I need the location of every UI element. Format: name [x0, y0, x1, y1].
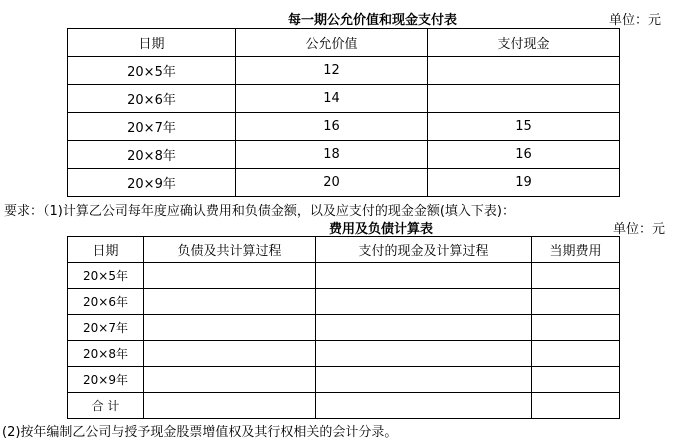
requirement-2-text: (2)按年编制乙公司与授予现金股票增值权及其行权相关的会计分录。: [2, 425, 398, 440]
table-row: [68, 367, 620, 393]
date-cell: 20×5年: [68, 263, 144, 289]
table-row: [68, 169, 620, 197]
cash-cell: 19: [428, 169, 620, 197]
table-row: [68, 289, 620, 315]
expense-cell: [532, 393, 620, 419]
cash-cell: 16: [428, 141, 620, 169]
table-row: [68, 113, 620, 141]
requirement-1-text: 要求：（1)计算乙公司每年度应确认费用和负债金额，以及应支付的现金金额(填入下表)：: [4, 204, 515, 219]
liability-cell: [144, 393, 316, 419]
date-cell: 20×6年: [68, 85, 236, 113]
cash-paid-cell: [316, 263, 532, 289]
expense-cell: [532, 341, 620, 367]
date-cell: 20×9年: [68, 367, 144, 393]
date-cell: 20×5年: [68, 57, 236, 85]
total-label-cell: 合 计: [68, 393, 144, 419]
fair-value-cash-table: [67, 28, 620, 197]
cash-paid-cell: [316, 393, 532, 419]
table-row: [68, 141, 620, 169]
column-header-fair-value: 公允价值: [236, 29, 428, 57]
expense-cell: [532, 315, 620, 341]
table-header-row: [68, 237, 620, 263]
column-header-date: 日期: [68, 237, 144, 263]
liability-cell: [144, 341, 316, 367]
cash-paid-cell: [316, 289, 532, 315]
total-row: [68, 393, 620, 419]
liability-cell: [144, 289, 316, 315]
expense-cell: [532, 263, 620, 289]
date-cell: 20×8年: [68, 141, 236, 169]
table-header-row: [68, 29, 620, 57]
liability-cell: [144, 315, 316, 341]
table-row: [68, 341, 620, 367]
cash-paid-cell: [316, 367, 532, 393]
column-header-date: 日期: [68, 29, 236, 57]
cash-cell: 15: [428, 113, 620, 141]
table2-title: 费用及负债计算表: [329, 222, 434, 237]
fair-value-cell: 16: [236, 113, 428, 141]
cash-paid-cell: [316, 315, 532, 341]
table-row: [68, 263, 620, 289]
column-header-cash: 支付现金: [428, 29, 620, 57]
expense-cell: [532, 367, 620, 393]
table-row: [68, 57, 620, 85]
table1-unit: 单位：元: [609, 13, 662, 28]
fair-value-cell: 18: [236, 141, 428, 169]
date-cell: 20×7年: [68, 315, 144, 341]
table1-title: 每一期公允价值和现金支付表: [288, 13, 458, 28]
column-header-cash-paid: 支付的现金及计算过程: [316, 237, 532, 263]
date-cell: 20×8年: [68, 341, 144, 367]
cash-paid-cell: [316, 341, 532, 367]
table2-unit: 单位：元: [613, 222, 666, 237]
expense-liability-table: [67, 236, 620, 419]
cash-cell: [428, 57, 620, 85]
table-row: [68, 315, 620, 341]
cash-cell: [428, 85, 620, 113]
table-row: [68, 85, 620, 113]
fair-value-cell: 14: [236, 85, 428, 113]
date-cell: 20×6年: [68, 289, 144, 315]
column-header-current-expense: 当期费用: [532, 237, 620, 263]
liability-cell: [144, 367, 316, 393]
column-header-liability: 负债及共计算过程: [144, 237, 316, 263]
date-cell: 20×9年: [68, 169, 236, 197]
fair-value-cell: 12: [236, 57, 428, 85]
liability-cell: [144, 263, 316, 289]
expense-cell: [532, 289, 620, 315]
fair-value-cell: 20: [236, 169, 428, 197]
date-cell: 20×7年: [68, 113, 236, 141]
